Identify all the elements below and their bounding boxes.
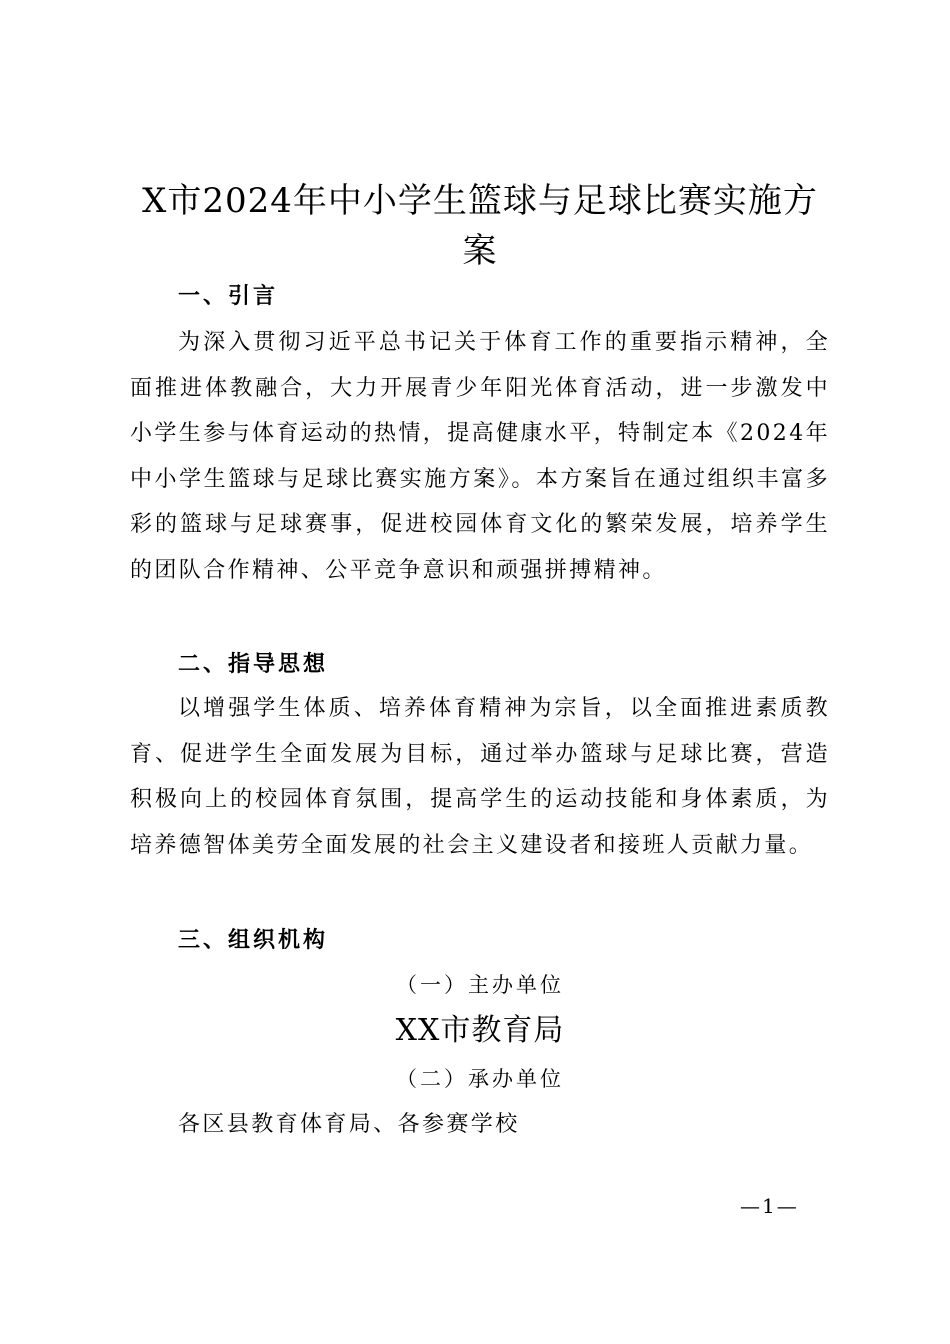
- page-number: —1—: [740, 1194, 799, 1218]
- section-paragraph-introduction: 为深入贯彻习近平总书记关于体育工作的重要指示精神，全面推进体教融合，大力开展青少年阳光体育活动，进一步激发中小学生参与体育运动的热情，提高健康水平，特制定本《2024年中小学生篮球与足球比赛实施方案》。本方案旨在通过组织丰富多彩的篮球与足球赛事，促进校园体育文化的繁荣发展，培养学生的团队合作精神、公平竞争意识和顽强拼搏精神。: [130, 330, 830, 583]
- organizer-unit-label: （二）承办单位: [396, 1067, 564, 1091]
- organizer-unit-value: 各区县教育体育局、各参赛学校: [178, 1112, 520, 1137]
- section-heading-guiding-ideology: 二、指导思想: [178, 652, 329, 677]
- document-title: X市2024年中小学生篮球与足球比赛实施方案: [142, 181, 818, 271]
- host-unit-value: XX市教育局: [395, 1013, 565, 1048]
- section-heading-introduction: 一、引言: [178, 284, 279, 309]
- section-paragraph-guiding-ideology: 以增强学生体质、培养体育精神为宗旨，以全面推进素质教育、促进学生全面发展为目标，通过举办篮球与足球比赛，营造积极向上的校园体育氛围，提高学生的运动技能和身体素质，为培养德智体美劳全面发展的社会主义建设者和接班人贡献力量。: [130, 696, 830, 858]
- host-unit-label: （一）主办单位: [396, 973, 564, 997]
- section-heading-organization: 三、组织机构: [178, 928, 329, 953]
